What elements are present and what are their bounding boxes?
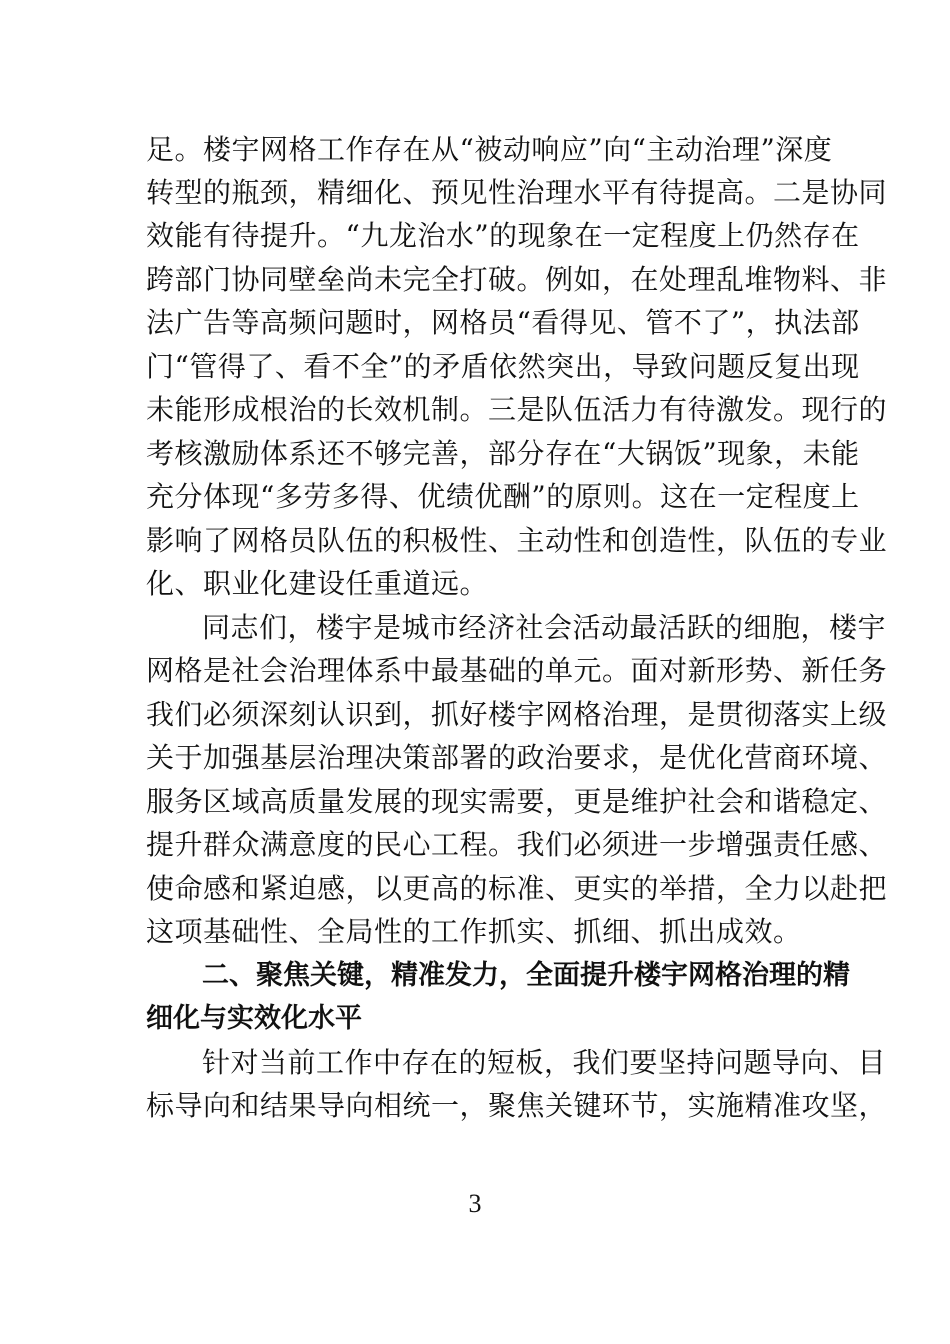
body-text-line: 提升群众满意度的民心工程。我们必须进一步增强责任感、 [146, 828, 888, 861]
body-text-line: 这项基础性、全局性的工作抓实、抓细、抓出成效。 [146, 915, 802, 948]
section-heading-line: 二、聚焦关键，精准发力，全面提升楼宇网格治理的精 [202, 960, 850, 991]
body-text-line: 我们必须深刻认识到，抓好楼宇网格治理，是贯彻落实上级 [146, 698, 888, 731]
body-text-line: 充分体现“多劳多得、优绩优酬”的原则。这在一定程度上 [146, 480, 860, 513]
body-text-line: 转型的瓶颈，精细化、预见性治理水平有待提高。二是协同 [146, 176, 888, 209]
body-text-line: 考核激励体系还不够完善，部分存在“大锅饭”现象，未能 [146, 437, 860, 470]
section-heading-line: 细化与实效化水平 [146, 1003, 362, 1034]
body-text-line: 门“管得了、看不全”的矛盾依然突出，导致问题反复出现 [146, 350, 860, 383]
paragraph-first-line: 同志们，楼宇是城市经济社会活动最活跃的细胞，楼宇 [202, 611, 887, 644]
body-text-line: 服务区域高质量发展的现实需要，更是维护社会和谐稳定、 [146, 785, 888, 818]
body-text-line: 效能有待提升。“九龙治水”的现象在一定程度上仍然存在 [146, 219, 860, 252]
body-text-line: 使命感和紧迫感，以更高的标准、更实的举措，全力以赴把 [146, 872, 888, 905]
body-text-line: 法广告等高频问题时，网格员“看得见、管不了”，执法部 [146, 306, 860, 339]
body-text-line: 网格是社会治理体系中最基础的单元。面对新形势、新任务 [146, 654, 888, 687]
paragraph-first-line: 针对当前工作中存在的短板，我们要坚持问题导向、目 [202, 1046, 887, 1079]
body-text-line: 跨部门协同壁垒尚未完全打破。例如，在处理乱堆物料、非 [146, 263, 888, 296]
body-text-line: 未能形成根治的长效机制。三是队伍活力有待激发。现行的 [146, 393, 888, 426]
page-number: 3 [468, 1189, 482, 1218]
body-text-line: 标导向和结果导向相统一，聚焦关键环节，实施精准攻坚， [146, 1089, 888, 1122]
body-text-line: 足。楼宇网格工作存在从“被动响应”向“主动治理”深度 [146, 133, 833, 166]
body-text-line: 化、职业化建设任重道远。 [146, 567, 489, 600]
body-text-line: 影响了网格员队伍的积极性、主动性和创造性，队伍的专业 [146, 524, 888, 557]
body-text-line: 关于加强基层治理决策部署的政治要求，是优化营商环境、 [146, 741, 888, 774]
